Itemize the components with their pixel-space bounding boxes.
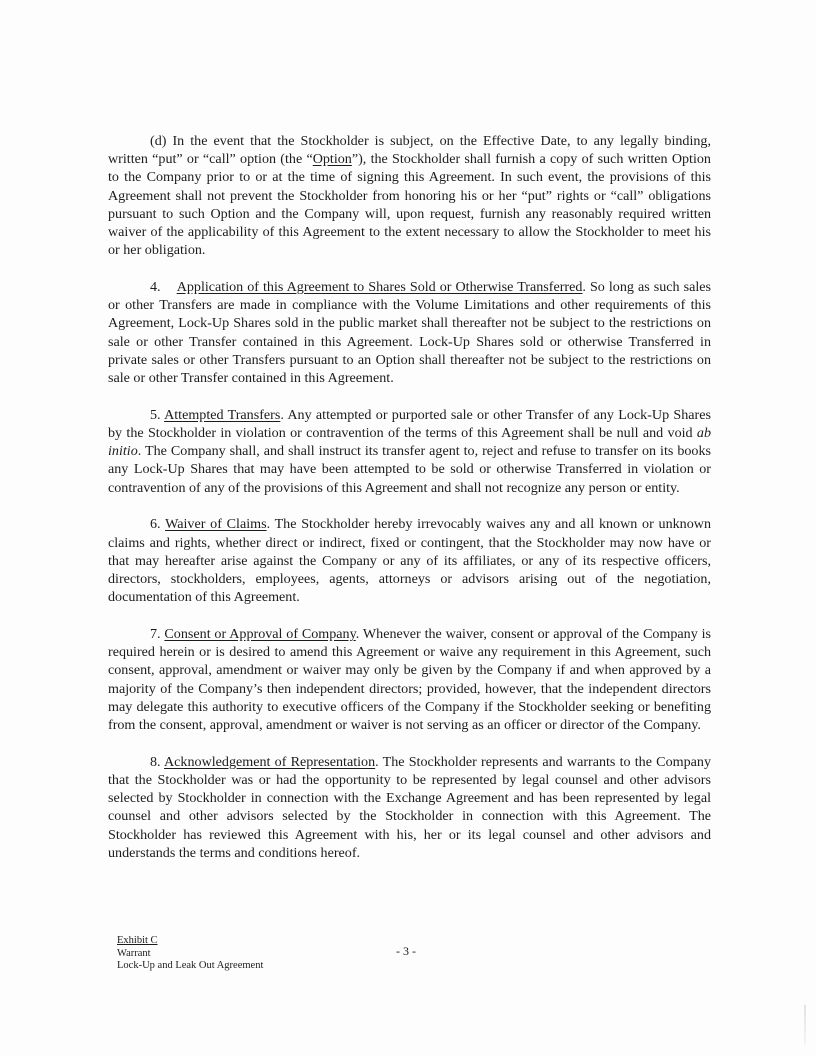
paragraph-text: (d) In the event that the Stockholder is subject, on the Effective Date, to any legally binding, written “put” or “call” option (the “	[108, 133, 711, 168]
paragraph-text: 6.	[150, 516, 166, 533]
footer-line-agreement-name: Lock-Up and Leak Out Agreement	[117, 960, 264, 972]
document-body	[108, 132, 711, 881]
paragraph-text: . Whenever the waiver, consent or approval of the Company is required herein or is desired to amend this Agreement or waive any requirement in this Agreement, such consent, approval, amendment or waiver may only be given by the Company if and when approved by a majority of the Company’s then independent directors; provided, however, that the independent directors may delegate this authority to executive officers of the Company if the Stockholder seeking or benefiting from the consent, approval, amendment or waiver is not serving as an officer or director of the Company.	[108, 626, 711, 734]
section-heading: Waiver of Claims	[165, 516, 267, 533]
paragraph-text: . The Stockholder represents and warrants to the Company that the Stockholder was or had the opportunity to be represented by legal counsel and other advisors selected by Stockholder in connection with the Exchange Agreement and has been represented by legal counsel and other advisors selected by the Stockholder in connection with this Agreement. The Stockholder has reviewed this Agreement with his, her or its legal counsel and other advisors and understands the terms and conditions hereof.	[108, 753, 711, 861]
scan-edge-mark	[804, 1005, 806, 1045]
section-heading: Consent or Approval of Company	[164, 626, 356, 643]
paragraph-text: ”), the Stockholder shall furnish a copy of such written Option to the Company prior to or at the time of signing this Agreement. In such event, the provisions of this Agreement shall not prevent the Stockholder from honoring his or her “put” rights or “call” obligations pursuant to such Option and the Company will, upon request, furnish any reasonably required written waiver of the applicability of this Agreement to the extent necessary to allow the Stockholder to meet his or her obligation.	[108, 151, 711, 259]
paragraph-text: . So long as such sales or other Transfers are made in compliance with the Volume Limitations and other requirements of this Agreement, Lock-Up Shares sold in the public market shall thereafter not be subject to the restrictions on sale or other Transfer contained in this Agreement. Lock-Up Shares sold or otherwise Transferred in private sales or other Transfers pursuant to an Option shall thereafter not be subject to the restrictions on sale or other Transfer contained in this Agreement.	[108, 279, 711, 387]
footer-reference	[117, 935, 263, 973]
paragraph-text: 7.	[150, 626, 165, 643]
paragraph-text: . The Company shall, and shall instruct its transfer agent to, reject and refuse to transfer on its books any Lock-Up Shares that may have been attempted to be sold or otherwise Transferred in violation or contravention of any of the provisions of this Agreement and shall not recognize any person or entity.	[108, 443, 711, 496]
paragraph-text: 5.	[150, 406, 165, 423]
page-number: - 3 -	[396, 944, 416, 958]
section-heading: Application of this Agreement to Shares Sold or Otherwise Transferred	[176, 279, 583, 296]
paragraph-7	[108, 625, 711, 734]
footer-line-warrant: Warrant	[117, 947, 151, 959]
paragraph-5	[108, 406, 711, 497]
section-heading: Attempted Transfers	[164, 406, 281, 423]
paragraph-text: 4.	[150, 279, 177, 296]
footer-exhibit: Exhibit C	[117, 935, 158, 946]
section-heading: Acknowledgement of Representation	[164, 753, 376, 770]
paragraph-text: . The Stockholder hereby irrevocably waives any and all known or unknown claims and rights, whether direct or indirect, fixed or contingent, that the Stockholder may now have or that may hereafter arise against the Company or any of its affiliates, or any of its respective officers, directors, stockholders, employees, agents, attorneys or advisors arising out of the negotiation, documentation of this Agreement.	[108, 516, 711, 606]
paragraph-6	[108, 515, 711, 606]
paragraph-8	[108, 753, 711, 862]
italic-term: ab initio	[108, 425, 711, 460]
paragraph-3d	[108, 132, 711, 259]
section-heading: Option	[312, 151, 352, 168]
paragraph-4	[108, 278, 711, 387]
paragraph-text: 8.	[150, 753, 164, 770]
paragraph-text: . Any attempted or purported sale or other Transfer of any Lock-Up Shares by the Stockholder in violation or contravention of the terms of this Agreement shall be null and void	[108, 406, 711, 442]
